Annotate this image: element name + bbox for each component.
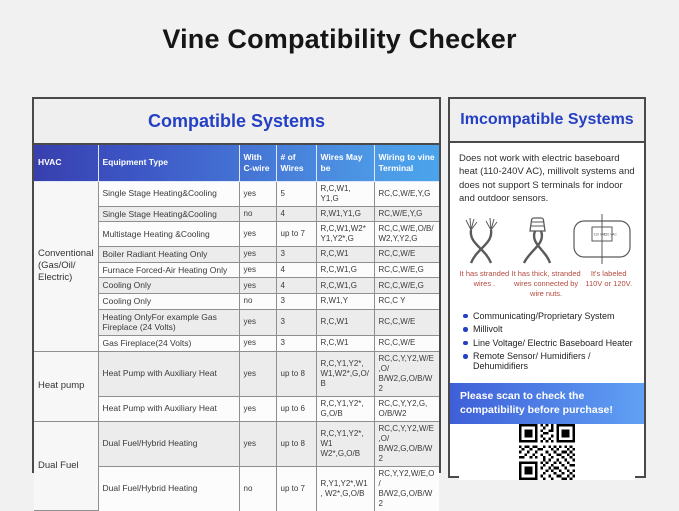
numwires-cell: 3 [276,247,316,263]
illustrations-row [459,214,635,264]
numwires-cell: 3 [276,335,316,351]
cwire-cell: yes [239,262,276,278]
numwires-cell: 4 [276,206,316,222]
list-item: Millivolt [463,324,635,334]
numwires-cell: 3 [276,309,316,335]
wires-cell: R,C,W1 [316,335,374,351]
numwires-cell: up to 6 [276,396,316,421]
wiring-cell: RC,C,W/E,Y,G [374,181,439,206]
table-header-row [34,145,439,181]
caption-line-voltage: It's labeled 110V or 120V. [585,269,633,288]
wiring-cell: RC,C,Y,Y2,G, O/B/W2 [374,396,439,421]
col-header-wires-may-be: Wires May be [316,145,374,181]
numwires-cell: 4 [276,278,316,294]
incompatible-body [450,143,644,480]
cwire-cell: yes [239,421,276,466]
numwires-cell: up to 7 [276,222,316,247]
page-title: Vine Compatibility Checker [162,24,517,54]
wires-cell: R,C,Y1,Y2*,W1 W2*,G,O/B [316,421,374,466]
compatible-systems-title: Compatible Systems [34,99,439,145]
col-header-equipment-type: Equipment Type [98,145,239,181]
wiring-cell: RC,C Y [374,294,439,310]
col-header-num-wires: # of Wires [276,145,316,181]
line-voltage-device-icon [571,214,633,264]
list-item: Remote Sensor/ Humidifiers / Dehumidifiers [463,351,635,371]
stranded-wires-icon [461,216,503,264]
list-item: Line Voltage/ Electric Baseboard Heater [463,338,635,348]
wires-cell: R,W1,Y1,G [316,206,374,222]
device-label-120: 120 VAC [603,232,617,237]
numwires-cell: 5 [276,181,316,206]
cwire-cell: yes [239,351,276,396]
equipment-cell: Gas Fireplace(24 Volts) [98,335,239,351]
wiring-cell: RC,C,Y,Y2,W/E,O/ B/W2,G,O/B/W2 [374,351,439,396]
cwire-cell: yes [239,309,276,335]
numwires-cell: up to 7 [276,466,316,511]
wires-cell: R,C,W1,G [316,262,374,278]
wiring-cell: RC,C,W/E [374,335,439,351]
col-header-hvac: HVAC [34,145,98,181]
wiring-cell: RC,C,W/E [374,309,439,335]
cwire-cell: no [239,466,276,511]
equipment-cell: Single Stage Heating&Cooling [98,181,239,206]
wires-cell: R,C,Y1,Y2*, G,O/B [316,396,374,421]
numwires-cell: 4 [276,262,316,278]
hvac-group-conventional: Conventional (Gas/Oil/ Electric) [34,181,98,351]
wiring-cell: RC,C,W/E,G [374,262,439,278]
hvac-group-heat-pump: Heat pump [34,351,98,421]
caption-stranded-wires: It has stranded wires . [459,269,510,288]
equipment-cell: Furnace Forced-Air Heating Only [98,262,239,278]
list-item: Communicating/Proprietary System [463,311,635,321]
table-row [34,351,439,396]
equipment-cell: Single Stage Heating&Cooling [98,206,239,222]
compatibility-table [34,145,439,511]
wires-cell: R,Y1,Y2*,W1, W2*,G,O/B [316,466,374,511]
wires-cell: R,W1,Y [316,294,374,310]
wires-cell: R,C,W1, Y1,G [316,181,374,206]
wiring-cell: RC,W/E,Y,G [374,206,439,222]
incompatible-description: Does not work with electric baseboard heat (110-240V AC), millivolt systems and does not support S terminals for indoor and outdoor sensors. [459,153,635,204]
equipment-cell: Boiler Radiant Heating Only [98,247,239,263]
incompatible-list [459,307,635,375]
illustration-captions [459,269,635,298]
numwires-cell: up to 8 [276,421,316,466]
wiring-cell: RC,C,W/E,O/B/ W2,Y,Y2,G [374,222,439,247]
wiring-cell: RC,C,Y,Y2,W/E,O/ B/W2,G,O/B/W2 [374,421,439,466]
wires-cell: R,C,W1,W2* Y1,Y2*,G [316,222,374,247]
qr-code-area [459,424,635,480]
device-label-110: 110 VAC [593,232,607,237]
equipment-cell: Dual Fuel/Hybrid Heating [98,421,239,466]
table-row [34,421,439,466]
wire-nut-icon [516,216,558,264]
compatible-systems-panel [32,97,441,508]
equipment-cell: Heat Pump with Auxiliary Heat [98,351,239,396]
scan-banner: Please scan to check the compatibility before purchase! [450,383,644,424]
equipment-cell: Dual Fuel/Hybrid Heating [98,466,239,511]
equipment-cell: Heat Pump with Auxiliary Heat [98,396,239,421]
numwires-cell: 3 [276,294,316,310]
equipment-cell: Heating OnlyFor example Gas Fireplace (24 Volts) [98,309,239,335]
hvac-group-dual-fuel: Dual Fuel [34,421,98,511]
cwire-cell: no [239,294,276,310]
wires-cell: R,C,Y1,Y2*, W1,W2*,G,O/B [316,351,374,396]
table-row [34,181,439,206]
incompatible-systems-title: Imcompatible Systems [450,99,644,143]
equipment-cell: Cooling Only [98,278,239,294]
cwire-cell: yes [239,396,276,421]
cwire-cell: yes [239,247,276,263]
wires-cell: R,C,W1 [316,247,374,263]
wiring-cell: RC,C,W/E [374,247,439,263]
numwires-cell: up to 8 [276,351,316,396]
wires-cell: R,C,W1 [316,309,374,335]
equipment-cell: Cooling Only [98,294,239,310]
cwire-cell: no [239,206,276,222]
wiring-cell: RC,C,W/E,G [374,278,439,294]
cwire-cell: yes [239,335,276,351]
wires-cell: R,C,W1,G [316,278,374,294]
col-header-with-c-wire: With C-wire [239,145,276,181]
incompatible-systems-panel [448,97,646,478]
equipment-cell: Multistage Heating &Cooling [98,222,239,247]
cwire-cell: yes [239,278,276,294]
wiring-cell: RC,Y,Y2,W/E,O/ B/W2,G,O/B/W2 [374,466,439,511]
cwire-cell: yes [239,181,276,206]
qr-code-icon [519,424,575,480]
cwire-cell: yes [239,222,276,247]
caption-wire-nuts: It has thick, stranded wires connected by wire nuts. [511,269,581,298]
col-header-wiring-terminal: Wiring to vine Terminal [374,145,439,181]
